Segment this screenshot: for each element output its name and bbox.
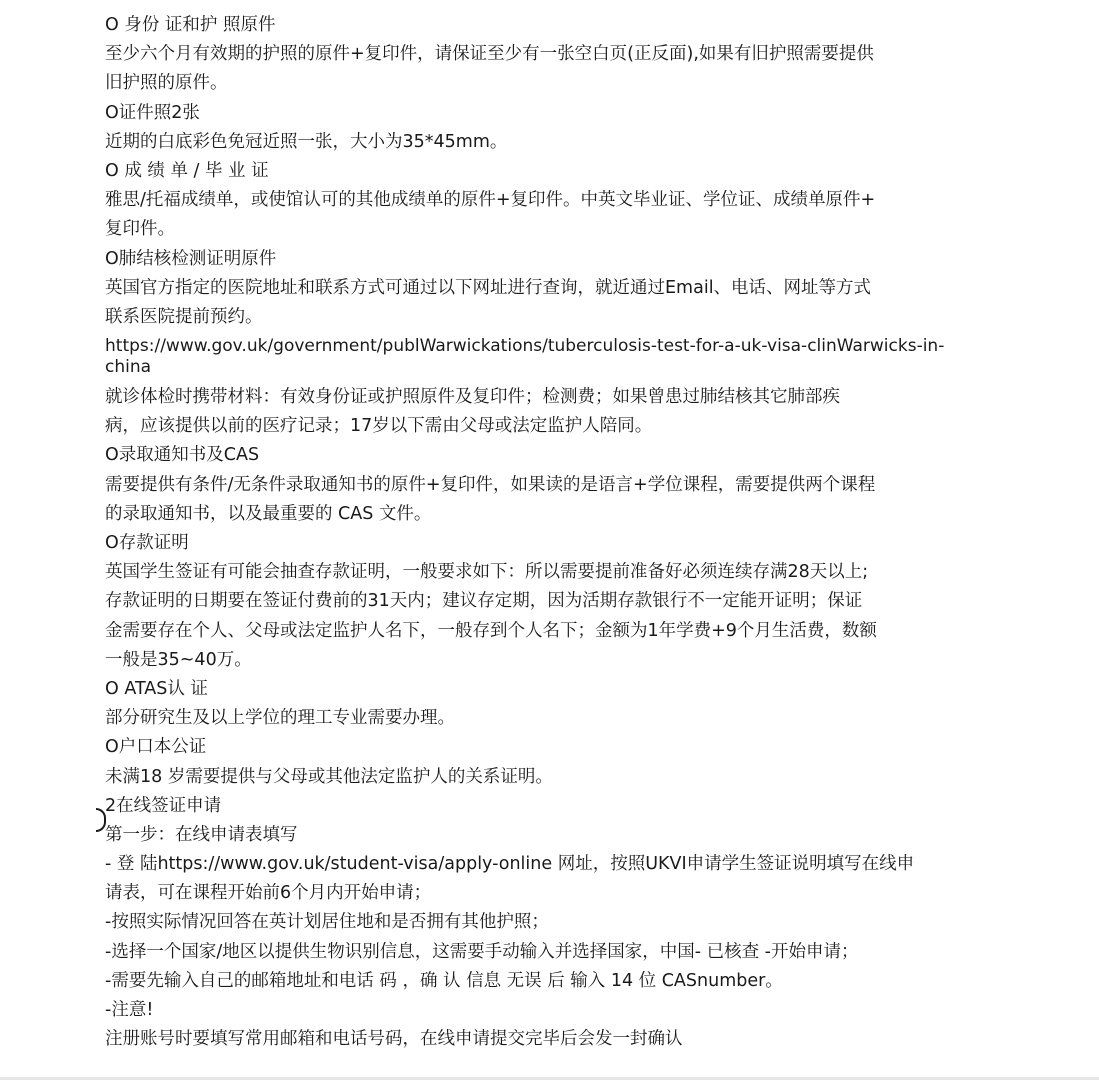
- text-line: 雅思/托福成绩单，或使馆认可的其他成绩单的原件+复印件。中英文毕业证、学位证、成绩单原件+: [105, 190, 876, 211]
- text-line: 的录取通知书，以及最重要的 CAS 文件。: [105, 503, 432, 524]
- text-line: -选择一个国家/地区以提供生物识别信息，这需要手动输入并选择国家，中国- 已核查 -开始申请；: [105, 941, 859, 962]
- text-line: 部分研究生及以上学位的理工专业需要办理。: [105, 708, 455, 729]
- text-line: 需要提供有条件/无条件录取通知书的原件+复印件，如果读的是语言+学位课程，需要提供两个课程: [105, 474, 876, 495]
- text-line: 病，应该提供以前的医疗记录；17岁以下需由父母或法定监护人陪同。: [105, 416, 653, 437]
- url-text: https://www.gov.uk/government/publWarwickations/tuberculosis-test-for-a-uk-visa-clinWarwicks-in-: [105, 336, 945, 357]
- text-line: 英国学生签证有可能会抽查存款证明，一般要求如下：所以需要提前准备好必须连续存满28天以上;: [105, 562, 869, 583]
- text-line: -注意!: [105, 1000, 154, 1020]
- text-line: 请表，可在课程开始前6个月内开始申请；: [105, 883, 432, 904]
- text-line: 复印件。: [105, 219, 175, 240]
- text-line: 未满18 岁需要提供与父母或其他法定监护人的关系证明。: [105, 766, 553, 787]
- heading-online-application: 2在线签证申请: [105, 795, 222, 816]
- text-line: 联系医院提前预约。: [105, 306, 263, 327]
- text-line: 英国官方指定的医院地址和联系方式可通过以下网址进行查询，就近通过Email、电话、网址等方式: [105, 277, 872, 298]
- text-line: 就诊体检时携带材料：有效身份证或护照原件及复印件；检测费；如果曾患过肺结核其它肺部疾: [105, 387, 840, 408]
- text-line: 第一步：在线申请表填写: [105, 824, 298, 845]
- text-line: 至少六个月有效期的护照的原件+复印件，请保证至少有一张空白页(正反面),如果有旧护照需要提供: [105, 44, 874, 65]
- text-line: -需要先输入自己的邮箱地址和电话 码 ，确 认 信息 无误 后 输入 14 位 CASnumber。: [105, 970, 783, 991]
- text-line: 注册账号时要填写常用邮箱和电话号码，在线申请提交完毕后会发一封确认: [105, 1029, 683, 1050]
- heading-offer-cas: O录取通知书及CAS: [105, 445, 260, 466]
- text-line: 旧护照的原件。: [105, 73, 228, 94]
- heading-tb-test: O肺结核检测证明原件: [105, 248, 277, 269]
- document-body: [105, 11, 1005, 1054]
- heading-id-passport: O 身份 证和护 照原件: [105, 15, 276, 35]
- heading-deposit: O存款证明: [105, 533, 189, 553]
- text-line: 存款证明的日期要在签证付费前的31天内；建议存定期，因为活期存款银行不一定能开证明；保证: [105, 591, 863, 612]
- text-line: 一般是35~40万。: [105, 649, 252, 670]
- heading-hukou: O户口本公证: [105, 737, 207, 758]
- heading-atas: O ATAS认 证: [105, 678, 208, 699]
- text-line: 金需要存在个人、父母或法定监护人名下，一般存到个人名下；金额为1年学费+9个月生活费，数额: [105, 620, 877, 641]
- heading-transcript: O 成 绩 单 / 毕 业 证: [105, 160, 269, 181]
- heading-photos: O证件照2张: [105, 102, 200, 123]
- text-line: 近期的白底彩色免冠近照一张，大小为35*45mm。: [105, 131, 508, 152]
- text-line: -按照实际情况回答在英计划居住地和是否拥有其他护照；: [105, 912, 549, 933]
- url-text: china: [105, 357, 152, 378]
- text-line: - 登 陆https://www.gov.uk/student-visa/apply-online 网址，按照UKVI申请学生签证说明填写在线申: [105, 854, 915, 875]
